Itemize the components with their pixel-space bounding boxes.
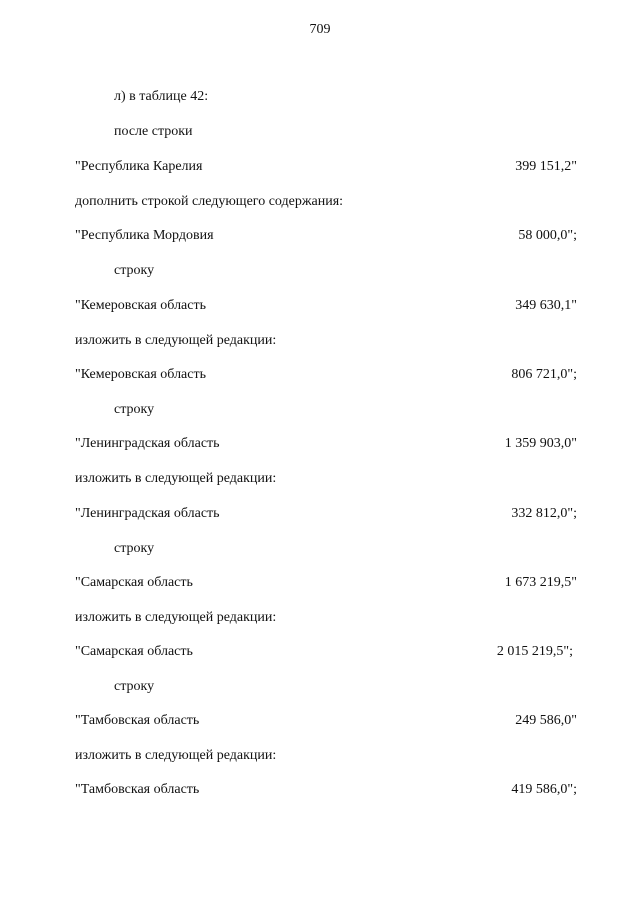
region-name: "Самарская область [75,575,193,590]
amount-value: 58 000,0"; [518,228,577,243]
table-row [75,367,577,383]
amount-value: 419 586,0"; [511,782,577,797]
paragraph-instruction [75,333,577,349]
paragraph-table-reference [114,89,577,105]
table-row [75,506,577,522]
amount-value: 2 015 219,5"; [496,644,573,659]
paragraph-row-word [114,263,577,279]
amount-value: 249 586,0" [515,713,577,728]
paragraph-text: л) в таблице 42: [114,89,209,104]
amount-value: 399 151,2" [515,159,577,174]
table-row [75,575,577,591]
region-name: "Кемеровская область [75,298,206,313]
paragraph-text: строку [114,263,155,278]
amount-value: 1 673 219,5" [504,575,577,590]
region-name: "Республика Карелия [75,159,203,174]
amount-value: 1 359 903,0" [504,436,577,451]
region-name: "Самарская область [75,644,193,659]
paragraph-text: изложить в следующей редакции: [75,471,277,486]
paragraph-row-word [114,541,577,557]
paragraph-text: строку [114,541,155,556]
table-row [75,782,577,798]
table-row [75,436,577,452]
region-name: "Тамбовская область [75,713,200,728]
paragraph-instruction [75,471,577,487]
paragraph-row-word [114,679,577,695]
paragraph-row-word [114,402,577,418]
paragraph-after-row [114,124,577,140]
amount-value: 349 630,1" [515,298,577,313]
paragraph-text: строку [114,679,155,694]
paragraph-text: изложить в следующей редакции: [75,333,277,348]
table-row [75,159,577,175]
table-row [75,644,577,660]
region-name: "Ленинградская область [75,506,220,521]
table-row [75,298,577,314]
page-number: 709 [309,22,331,37]
region-name: "Ленинградская область [75,436,220,451]
paragraph-instruction [75,610,577,626]
paragraph-text: дополнить строкой следующего содержания: [75,194,344,209]
paragraph-text: изложить в следующей редакции: [75,610,277,625]
region-name: "Республика Мордовия [75,228,214,243]
region-name: "Кемеровская область [75,367,206,382]
amount-value: 332 812,0"; [511,506,577,521]
table-row [75,228,577,244]
paragraph-text: строку [114,402,155,417]
region-name: "Тамбовская область [75,782,200,797]
paragraph-instruction [75,748,577,764]
amount-value: 806 721,0"; [511,367,577,382]
paragraph-text: изложить в следующей редакции: [75,748,277,763]
table-row [75,713,577,729]
paragraph-instruction [75,194,577,210]
paragraph-text: после строки [114,124,193,139]
